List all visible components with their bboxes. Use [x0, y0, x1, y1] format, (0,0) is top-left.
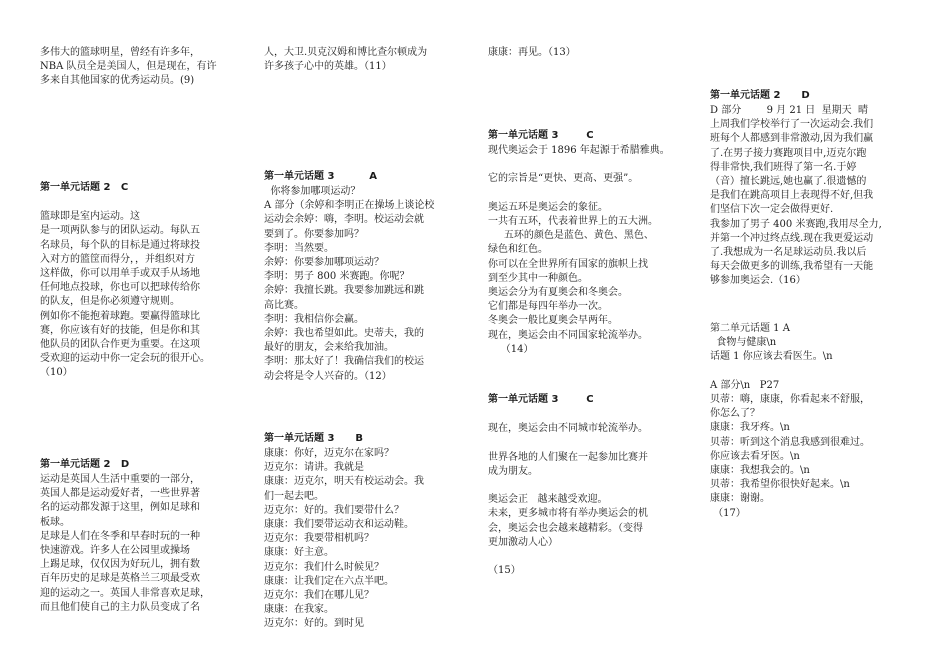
text-line: 板球。	[40, 516, 70, 528]
text-line: 你怎么了？	[710, 408, 760, 420]
text-line: 们一起去吧。	[264, 490, 324, 502]
text-line: 贝蒂：听到这个消息我感到很难过。	[710, 436, 870, 448]
text-line: （14）	[488, 343, 534, 355]
text-line: 余婷：我擅长跳。我要参加跳远和跳	[264, 285, 424, 297]
section-title: 第一单元话题 3 B	[264, 433, 363, 444]
text-line: 们坚信下次一定会做得更好.	[710, 204, 834, 216]
text-line: 它的宗旨是“更快、更高、更强”。	[488, 173, 639, 185]
text-line: 迈克尔：我们在哪儿见？	[264, 590, 374, 602]
text-line: 现在，奥运会由不同城市轮流举办。	[488, 423, 648, 435]
text-line: 百年历史的足球是英格兰三项最受欢	[40, 573, 200, 585]
text-line: 食物与健康\n	[710, 337, 777, 349]
text-line: 话题 1 你应该去看医生。\n	[710, 351, 833, 363]
text-line: 上踢足球，仅仅因为好玩儿，拥有数	[40, 559, 200, 571]
text-line: 我参加了男子 400 米赛跑,我用尽全力,	[710, 218, 882, 230]
text-line: 未来，更多城市将有举办奥运会的机	[488, 508, 648, 520]
text-line: 迎的运动之一。英国人非常喜欢足球，	[40, 587, 210, 599]
text-line: 康康：我们要带运动衣和运动鞋。	[264, 519, 414, 531]
text-line: 最好的朋友，会来给我加油。	[264, 342, 394, 354]
text-line: 五环的颜色是蓝色、黄色、黑色、	[488, 230, 654, 242]
section-title: 第一单元话题 2 D	[710, 90, 810, 101]
text-block-2-1	[264, 46, 464, 74]
text-line	[488, 187, 688, 201]
text-line	[488, 408, 688, 422]
text-line: 康康：迈克尔，明天有校运动会。我	[264, 476, 424, 488]
text-line: 多伟大的篮球明星，曾经有许多年，	[40, 47, 200, 58]
text-line: 李明：男子 800 米赛跑。你呢？	[264, 271, 410, 283]
text-block-4-2	[710, 322, 910, 521]
text-line: 它们都是每四年举办一次。	[488, 301, 608, 313]
text-block-3-2	[488, 128, 688, 357]
text-line: 到至少其中一种颜色。	[488, 272, 588, 284]
text-block-4-1	[710, 88, 910, 289]
text-line: 成为朋友。	[488, 465, 538, 477]
text-line: 第二单元话题 1 A	[710, 323, 790, 334]
text-line: 李明：当然要。	[264, 242, 334, 254]
text-line: 康康：你好，迈克尔在家吗？	[264, 448, 394, 459]
text-line: 任何地点投球，你也可以把球传给你	[40, 282, 200, 294]
text-line: 篮球即是室内运动。这	[40, 211, 140, 223]
text-line: 了.我想成为一名足球运动员.我以后	[710, 247, 867, 259]
text-block-3-3	[488, 392, 688, 578]
text-line: 冬奥会一般比夏奥会早两年。	[488, 315, 618, 327]
text-line: （10）	[40, 367, 73, 379]
section-title: 第一单元话题 3 C	[488, 130, 594, 141]
text-line: 现在，奥运会由不同国家轮流举办。	[488, 329, 648, 341]
text-line: 是我们在跳高项目上表现得不好,但我	[710, 190, 874, 202]
text-line	[40, 196, 240, 210]
text-line: 足球是人们在冬季和早春时玩的一种	[40, 530, 200, 542]
text-line: 迈克尔：好的。我们要带什么？	[264, 504, 404, 516]
text-line: NBA 队员全是美国人，但是现在，有许	[40, 61, 217, 73]
text-line	[710, 365, 910, 379]
text-line: 会，奥运会也会越来越精彩。（变得	[488, 522, 643, 534]
text-line	[488, 550, 688, 564]
text-block-1-3	[40, 457, 240, 615]
text-line: 班每个人都感到非常激动,因为我们赢	[710, 133, 874, 145]
text-line	[488, 436, 688, 450]
text-line: 赛，你应该有好的技能，但是你和其	[40, 324, 200, 336]
section-title: 第一单元话题 3 A	[264, 171, 377, 182]
text-line: 运动会余婷：嗨，李明。校运动会就	[264, 214, 424, 226]
text-line: 康康：我牙疼。\n	[710, 422, 790, 434]
text-line: 够参加奥运会.（16）	[710, 275, 806, 287]
text-block-2-2	[264, 169, 464, 384]
section-title: 第一单元话题 2 C	[40, 182, 129, 193]
text-line: 康康：谢谢。	[710, 493, 770, 505]
text-line: 你可以在全世界所有国家的旗帜上找	[488, 258, 648, 270]
text-line: A 部分\n P27	[710, 379, 780, 391]
text-line: 世界各地的人们聚在一起参加比赛并	[488, 451, 648, 463]
text-line: 康康：我想我会的。\n	[710, 465, 810, 477]
text-line: 奥运五环是奥运会的象征。	[488, 201, 608, 213]
text-line: 你将参加哪项运动？	[264, 186, 361, 197]
text-line: 迈克尔：我要带相机吗？	[264, 533, 374, 545]
text-line: 迈克尔：好的。到时见	[264, 618, 364, 630]
section-title: 第一单元话题 3 C	[488, 394, 594, 405]
text-line: 余婷：你要参加哪项运动？	[264, 257, 384, 269]
text-line: 名的运动都发源于这里，例如足球和	[40, 502, 200, 514]
text-block-3-1	[488, 46, 688, 60]
text-line: 并第一个冲过终点线.现在我更爱运动	[710, 232, 874, 244]
text-line: 英国人都是运动爱好者，一些世界著	[40, 488, 200, 500]
text-line: 奥运会正 越来越受欢迎。	[488, 494, 608, 506]
text-block-2-3	[264, 431, 464, 632]
text-line: 多来自其他国家的优秀运动员。(9)	[40, 75, 195, 87]
text-line: 而且他们使自己的主力队员变成了名	[40, 601, 200, 613]
text-line: 绿色和红色。	[488, 244, 548, 256]
text-line: 得非常快,我们班得了第一名.于婷	[710, 161, 857, 173]
text-line: 入对方的篮筐而得分，，并组织对方	[40, 253, 195, 265]
text-block-1-2	[40, 180, 240, 381]
text-line: 名球员，每个队的目标是通过将球投	[40, 239, 200, 251]
text-line: 这样做，你可以用单手或双手从场地	[40, 268, 200, 279]
text-line: 人，大卫.贝克汉姆和博比查尔顿成为	[264, 47, 428, 58]
text-line: 要到了。你要参加吗？	[264, 228, 364, 240]
text-line: 现代奥运会于 1896 年起源于希腊雅典。	[488, 145, 670, 156]
section-title: 第一单元话题 2 D	[40, 459, 130, 470]
text-line: 康康：让我们定在六点半吧。	[264, 575, 394, 587]
text-line: 许多孩子心中的英雄。（11）	[264, 61, 392, 73]
text-line: 高比赛。	[264, 299, 304, 311]
text-line: 康康：在我家。	[264, 604, 334, 616]
text-line: 一共有五环，代表着世界上的五大洲。	[488, 215, 658, 227]
text-line	[488, 158, 688, 172]
text-line: （17）	[710, 507, 746, 519]
text-line: 例如你不能抱着球跑。要赢得篮球比	[40, 310, 200, 322]
text-line: D 部分 9 月 21 日 星期天 晴	[710, 105, 868, 116]
text-line: 上周我们学校举行了一次运动会.我们	[710, 119, 874, 131]
text-line: 贝蒂：嗨，康康，你看起来不舒服，	[710, 394, 870, 405]
text-line: 动会将是令人兴奋的。（12）	[264, 370, 392, 382]
text-line: 他队员的团队合作更为重要。在这项	[40, 339, 200, 351]
text-line: 迈克尔：请讲。我就是	[264, 462, 364, 474]
text-line: 贝蒂：我希望你很快好起来。\n	[710, 479, 850, 491]
text-line: 康康：再见。（13）	[488, 47, 576, 58]
text-block-1-1	[40, 46, 240, 89]
text-line: 运动是英国人生活中重要的一部分，	[40, 474, 200, 485]
text-line: 每天会做更多的训练,我希望有一天能	[710, 261, 874, 273]
text-line: 是一项两队参与的团队运动。每队五	[40, 225, 200, 237]
text-line: 你应该去看牙医。\n	[710, 450, 800, 462]
text-line: 快速游戏。许多人在公园里或操场	[40, 545, 190, 557]
text-line: 奥运会分为有夏奥会和冬奥会。	[488, 287, 628, 298]
text-line	[488, 479, 688, 493]
text-line: 受欢迎的运动中你一定会玩的很开心。	[40, 353, 210, 365]
text-line: （音）擅长跳远,她也赢了.很遗憾的	[710, 176, 867, 188]
text-line: 康康：好主意。	[264, 547, 334, 559]
text-line: 更加激动人心）	[488, 536, 558, 548]
text-line: A 部分（余婷和李明正在操场上谈论校	[264, 200, 435, 212]
text-line: 了.在男子接力赛跑项目中,迈克尔跑	[710, 147, 867, 159]
text-line: 李明：我相信你会赢。	[264, 313, 364, 325]
text-line: （15）	[488, 565, 521, 577]
text-line: 的队友，但是你必须遵守规则。	[40, 296, 180, 308]
text-line: 迈克尔：我们什么时候见？	[264, 561, 384, 573]
text-line: 李明：那太好了！我确信我们的校运	[264, 356, 424, 368]
text-line: 余婷：我也希望如此。史蒂夫，我的	[264, 328, 424, 340]
